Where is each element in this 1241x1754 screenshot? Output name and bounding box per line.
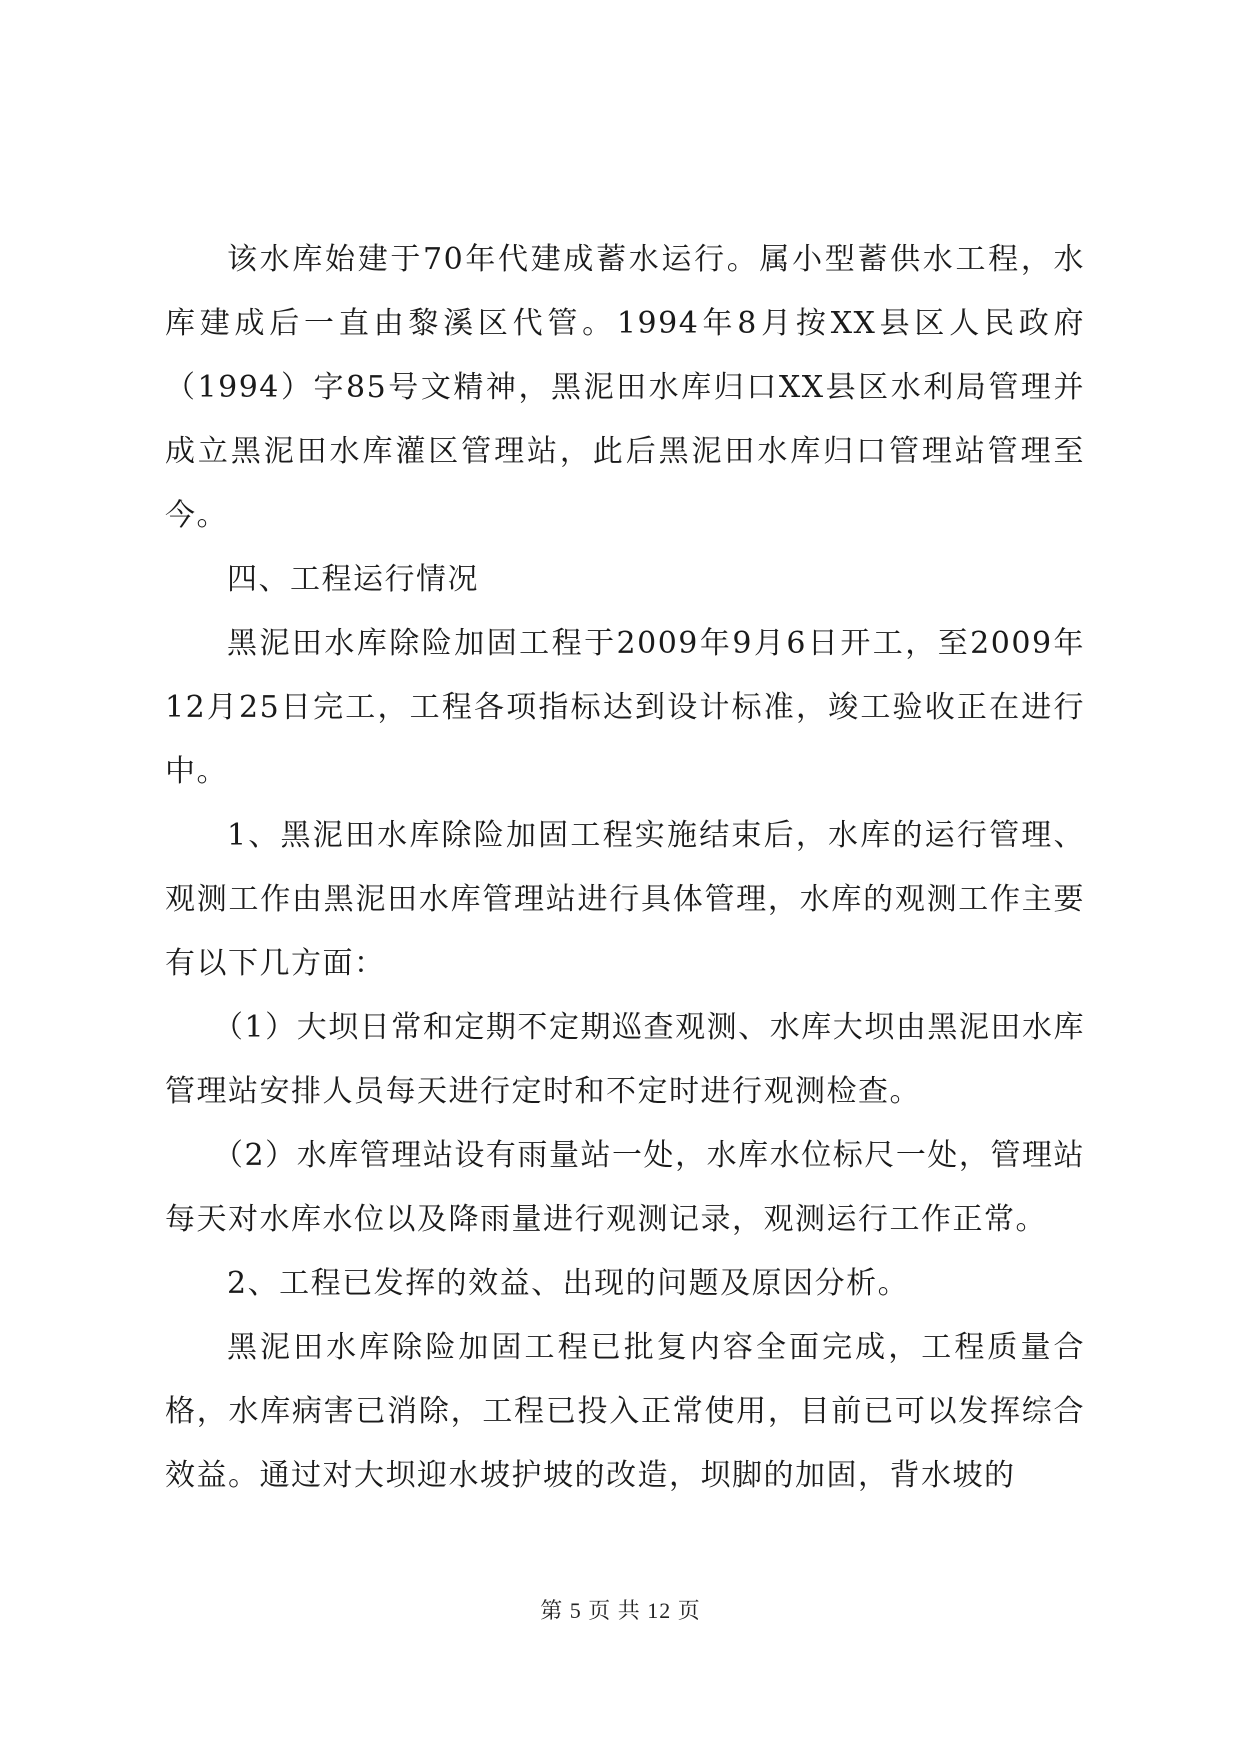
paragraph-subitem-1-inspection: （1）大坝日常和定期不定期巡查观测、水库大坝由黑泥田水库管理站安排人员每天进行定时和不定时进行观测检查。 [165,1010,1085,1109]
page-number-footer: 第 5 页 共 12 页 [540,1598,701,1623]
paragraph-item-2-benefits: 2、工程已发挥的效益、出现的问题及原因分析。 [227,1266,910,1301]
paragraph-benefits-detail: 黑泥田水库除险加固工程已批复内容全面完成，工程质量合格，水库病害已消除，工程已投入正常使用，目前已可以发挥综合效益。通过对大坝迎水坡护坡的改造，坝脚的加固，背水坡的 [165,1330,1085,1493]
section-heading-operation: 四、工程运行情况 [227,562,479,597]
paragraph-subitem-2-rain-gauge: （2）水库管理站设有雨量站一处，水库水位标尺一处，管理站每天对水库水位以及降雨量进行观测记录，观测运行工作正常。 [165,1138,1085,1237]
paragraph-item-1-management: 1、黑泥田水库除险加固工程实施结束后，水库的运行管理、观测工作由黑泥田水库管理站进行具体管理，水库的观测工作主要有以下几方面： [165,818,1085,981]
paragraph-reservoir-history: 该水库始建于70年代建成蓄水运行。属小型蓄供水工程，水库建成后一直由黎溪区代管。1994年8月按XX县区人民政府（1994）字85号文精神，黑泥田水库归口XX县区水利局管理并成立黑泥田水库灌区管理站，此后黑泥田水库归口管理站管理至今。 [165,242,1085,533]
paragraph-construction-period: 黑泥田水库除险加固工程于2009年9月6日开工，至2009年12月25日完工，工程各项指标达到设计标准，竣工验收正在进行中。 [165,626,1085,789]
body-text [165,228,1085,1508]
